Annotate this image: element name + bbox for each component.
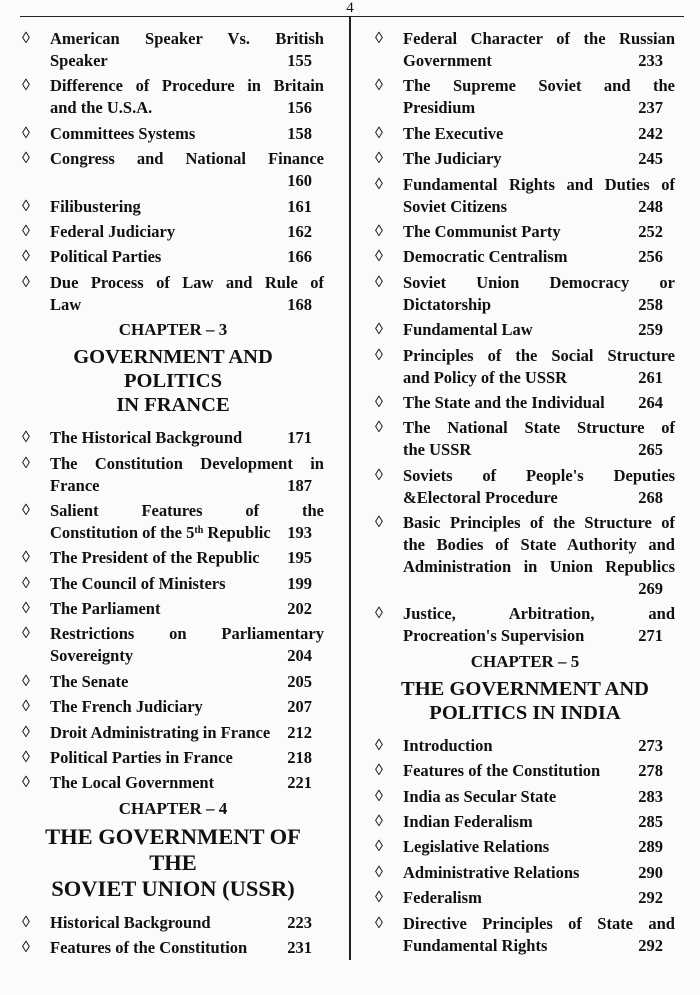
chapter-5-title-line-1: THE GOVERNMENT AND <box>401 677 649 700</box>
toc-entry[interactable] <box>375 603 675 647</box>
toc-entry[interactable] <box>375 28 675 72</box>
toc-entry-line <box>50 573 324 595</box>
toc-entry[interactable] <box>375 417 675 461</box>
toc-entry[interactable] <box>375 174 675 218</box>
toc-entry-title: The Senate <box>50 671 129 691</box>
toc-entry-title: Democratic Centralism <box>403 247 568 267</box>
toc-entry-title: Introduction <box>403 735 493 755</box>
toc-entry[interactable] <box>22 453 324 497</box>
toc-entry-title-line: Salient Features of the <box>50 500 324 520</box>
toc-entry-title-line: Soviets of People's Deputies <box>403 465 675 485</box>
toc-entry[interactable] <box>22 937 324 959</box>
toc-entry-title-line: Difference of Procedure in Britain <box>50 76 324 96</box>
toc-entry-title: The State and the Individual <box>403 392 605 412</box>
toc-page-number: 207 <box>287 697 312 717</box>
toc-entry-title: The French Judiciary <box>50 697 203 717</box>
toc-entry-line <box>50 475 324 497</box>
diamond-bullet-icon: ◊ <box>375 762 383 780</box>
toc-page-number: 268 <box>638 487 663 507</box>
toc-entry-title: Dictatorship <box>403 294 491 314</box>
toc-entry[interactable] <box>375 465 675 509</box>
toc-entry-title: Law <box>50 294 82 314</box>
toc-entry-line <box>50 50 324 72</box>
diamond-bullet-icon: ◊ <box>22 273 30 291</box>
toc-entry[interactable] <box>375 123 675 145</box>
toc-entry-line <box>50 294 324 316</box>
toc-entry-line <box>403 578 675 600</box>
toc-entry[interactable] <box>22 671 324 693</box>
toc-page-number: 158 <box>287 123 312 143</box>
diamond-bullet-icon: ◊ <box>22 549 30 567</box>
toc-entry[interactable] <box>22 772 324 794</box>
toc-page-number: 193 <box>287 522 312 542</box>
toc-list <box>375 28 675 647</box>
page-number: 4 <box>346 0 354 16</box>
toc-entry-line <box>403 735 675 757</box>
toc-entry-title-line: Administration in Union Republics <box>403 557 675 577</box>
toc-entry-line <box>50 912 324 934</box>
diamond-bullet-icon: ◊ <box>22 248 30 266</box>
diamond-bullet-icon: ◊ <box>375 813 383 831</box>
toc-entry-line <box>403 196 675 218</box>
diamond-bullet-icon: ◊ <box>375 175 383 193</box>
diamond-bullet-icon: ◊ <box>375 787 383 805</box>
toc-entry[interactable] <box>375 272 675 316</box>
chapter-3-title-line-1: GOVERNMENT AND POLITICS <box>73 346 273 393</box>
top-rule <box>20 16 684 17</box>
toc-page-number: 248 <box>638 196 663 216</box>
chapter-5-title <box>375 677 675 725</box>
toc-entry-title: Legislative Relations <box>403 837 550 857</box>
diamond-bullet-icon: ◊ <box>22 625 30 643</box>
column-divider <box>349 16 351 960</box>
chapter-4-label: CHAPTER – 4 <box>118 798 228 818</box>
toc-entry[interactable] <box>22 196 324 218</box>
toc-entry-title: Government <box>403 51 492 70</box>
toc-list <box>22 28 324 316</box>
toc-entry[interactable] <box>22 246 324 268</box>
toc-entry-line <box>50 170 324 192</box>
toc-entry-title: The Executive <box>403 123 504 143</box>
toc-entry-title: Droit Administrating in France <box>50 722 271 742</box>
toc-entry[interactable] <box>22 500 324 544</box>
toc-entry-title: Sovereignty <box>50 646 134 666</box>
diamond-bullet-icon: ◊ <box>375 605 383 623</box>
toc-entry-title-line: the Bodies of State Authority and <box>403 535 675 555</box>
toc-page-number: 278 <box>638 761 663 781</box>
toc-entry-line <box>50 221 324 243</box>
toc-entry-line <box>403 786 675 808</box>
toc-page-number: 212 <box>287 722 312 742</box>
toc-entry-line <box>403 50 675 72</box>
toc-entry-title-line: Soviet Union Democracy or <box>403 272 675 292</box>
toc-entry-title: Committees Systems <box>50 123 196 143</box>
toc-entry-line <box>50 937 324 959</box>
toc-entry-line <box>403 367 675 389</box>
toc-entry[interactable] <box>22 547 324 569</box>
toc-entry-line <box>403 760 675 782</box>
toc-page-number: 264 <box>638 392 663 412</box>
toc-entry-line <box>50 427 324 449</box>
diamond-bullet-icon: ◊ <box>22 698 30 716</box>
toc-page-number: 258 <box>638 294 663 314</box>
toc-page-number: 155 <box>287 51 312 70</box>
toc-entry[interactable] <box>375 75 675 119</box>
toc-page-number: 273 <box>638 735 663 755</box>
toc-page-number: 218 <box>287 748 312 768</box>
toc-entry[interactable] <box>375 786 675 808</box>
toc-page-number: 205 <box>287 671 312 691</box>
toc-entry-line <box>50 772 324 794</box>
toc-entry-title: Federalism <box>403 888 482 908</box>
toc-entry-title: The Judiciary <box>403 149 502 169</box>
left-column <box>22 28 324 963</box>
toc-page-number: 168 <box>287 294 312 314</box>
toc-page-number: 195 <box>287 548 312 568</box>
diamond-bullet-icon: ◊ <box>22 30 30 47</box>
diamond-bullet-icon: ◊ <box>22 124 30 142</box>
toc-entry[interactable] <box>22 28 324 72</box>
toc-page-number: 271 <box>638 626 663 646</box>
toc-entry-title: the USSR <box>403 440 472 460</box>
toc-page-number: 160 <box>287 171 312 191</box>
diamond-bullet-icon: ◊ <box>375 838 383 856</box>
toc-page-number: 256 <box>638 247 663 267</box>
toc-page-number: 245 <box>638 149 663 169</box>
toc-entry-line <box>50 246 324 268</box>
diamond-bullet-icon: ◊ <box>375 419 383 437</box>
toc-entry-line <box>50 522 324 544</box>
diamond-bullet-icon: ◊ <box>375 736 383 754</box>
toc-entry-title: The Parliament <box>50 599 161 619</box>
diamond-bullet-icon: ◊ <box>375 222 383 240</box>
toc-entry-line <box>403 319 675 341</box>
diamond-bullet-icon: ◊ <box>22 672 30 690</box>
toc-entry[interactable] <box>375 862 675 884</box>
diamond-bullet-icon: ◊ <box>375 889 383 907</box>
diamond-bullet-icon: ◊ <box>375 77 383 95</box>
toc-entry-line <box>403 811 675 833</box>
toc-entry-line <box>50 196 324 218</box>
toc-entry-line <box>50 97 324 119</box>
toc-entry-line <box>403 97 675 119</box>
diamond-bullet-icon: ◊ <box>22 222 30 240</box>
toc-entry[interactable] <box>22 598 324 620</box>
toc-entry-title: Soviet Citizens <box>403 196 508 216</box>
diamond-bullet-icon: ◊ <box>375 321 383 339</box>
toc-page-number: 202 <box>287 599 312 619</box>
toc-entry-line <box>50 671 324 693</box>
diamond-bullet-icon: ◊ <box>375 914 383 932</box>
toc-list <box>375 735 675 957</box>
toc-entry[interactable] <box>375 392 675 414</box>
toc-entry-title: The Local Government <box>50 773 215 793</box>
chapter-3-title-line-2: IN FRANCE <box>116 394 230 417</box>
diamond-bullet-icon: ◊ <box>22 77 30 95</box>
chapter-5-label: CHAPTER – 5 <box>470 651 580 671</box>
toc-page-number: 261 <box>638 367 663 387</box>
diamond-bullet-icon: ◊ <box>375 514 383 532</box>
diamond-bullet-icon: ◊ <box>22 454 30 472</box>
toc-page-number: 156 <box>287 98 312 118</box>
toc-page-number: 233 <box>638 51 663 70</box>
toc-entry-line <box>403 887 675 909</box>
chapter-4-title <box>22 824 324 902</box>
toc-page-number: 259 <box>638 320 663 340</box>
chapter-3-label: CHAPTER – 3 <box>118 320 228 340</box>
toc-entry[interactable] <box>375 913 675 957</box>
toc-entry[interactable] <box>375 836 675 858</box>
toc-entry-title: The Communist Party <box>403 221 561 241</box>
toc-page-number: 231 <box>287 938 312 958</box>
toc-entry[interactable] <box>22 148 324 192</box>
toc-entry[interactable] <box>22 722 324 744</box>
toc-entry-line <box>50 598 324 620</box>
toc-entry-line <box>403 123 675 145</box>
toc-entry[interactable] <box>375 887 675 909</box>
toc-page-number: 252 <box>638 221 663 241</box>
toc-entry-title: Filibustering <box>50 196 141 216</box>
toc-page-number: 242 <box>638 123 663 143</box>
toc-page-number: 187 <box>287 475 312 495</box>
toc-page-number: 269 <box>638 579 663 599</box>
toc-entry-title: Features of the Constitution <box>50 938 248 958</box>
toc-page-number: 162 <box>287 221 312 241</box>
chapter-3-title <box>22 345 324 417</box>
chapter-4-title-line-2: SOVIET UNION (USSR) <box>51 875 295 901</box>
toc-entry[interactable] <box>22 912 324 934</box>
diamond-bullet-icon: ◊ <box>375 393 383 411</box>
toc-entry-line <box>50 645 324 667</box>
toc-entry-line <box>403 148 675 170</box>
toc-entry-title: Administrative Relations <box>403 862 580 882</box>
toc-entry-line <box>403 294 675 316</box>
toc-entry[interactable] <box>375 760 675 782</box>
toc-entry-title-line: Directive Principles of State and <box>403 913 675 933</box>
toc-page-number: 161 <box>287 196 312 216</box>
toc-entry-title-line: Principles of the Social Structure <box>403 345 675 365</box>
diamond-bullet-icon: ◊ <box>22 501 30 519</box>
diamond-bullet-icon: ◊ <box>22 574 30 592</box>
toc-entry-line <box>403 935 675 957</box>
toc-entry-title: Political Parties in France <box>50 748 233 768</box>
toc-entry-line <box>403 487 675 509</box>
diamond-bullet-icon: ◊ <box>22 429 30 447</box>
toc-entry-title: Federal Judiciary <box>50 221 176 241</box>
diamond-bullet-icon: ◊ <box>375 248 383 266</box>
toc-entry-title: Historical Background <box>50 912 211 932</box>
toc-entry-title-line: Federal Character of the Russian <box>403 29 675 48</box>
toc-entry-title: Fundamental Law <box>403 320 533 340</box>
diamond-bullet-icon: ◊ <box>22 150 30 168</box>
diamond-bullet-icon: ◊ <box>375 863 383 881</box>
toc-entry-title-line: Justice, Arbitration, and <box>403 604 675 624</box>
toc-entry[interactable] <box>375 246 675 268</box>
toc-entry-title-line: Restrictions on Parliamentary <box>50 624 324 644</box>
toc-entry-title: Features of the Constitution <box>403 761 601 781</box>
toc-entry-line <box>50 722 324 744</box>
diamond-bullet-icon: ◊ <box>22 600 30 618</box>
toc-entry-line <box>403 625 675 647</box>
toc-list <box>22 912 324 959</box>
toc-entry-line <box>50 696 324 718</box>
diamond-bullet-icon: ◊ <box>375 346 383 364</box>
toc-entry[interactable] <box>22 696 324 718</box>
toc-entry[interactable] <box>375 221 675 243</box>
toc-entry-title: Speaker <box>50 51 108 70</box>
toc-page-number: 292 <box>638 935 663 955</box>
diamond-bullet-icon: ◊ <box>375 150 383 168</box>
diamond-bullet-icon: ◊ <box>22 913 30 931</box>
diamond-bullet-icon: ◊ <box>22 939 30 957</box>
toc-entry[interactable] <box>22 427 324 449</box>
toc-page-number: 292 <box>638 888 663 908</box>
toc-entry-title: and Policy of the USSR <box>403 367 568 387</box>
toc-page-number: 166 <box>287 247 312 267</box>
toc-page-number: 204 <box>287 646 312 666</box>
toc-entry[interactable] <box>375 319 675 341</box>
toc-entry-title: The President of the Republic <box>50 548 260 568</box>
toc-entry-title: Fundamental Rights <box>403 935 548 955</box>
toc-entry[interactable] <box>375 345 675 389</box>
toc-entry-title: and the U.S.A. <box>50 98 153 118</box>
toc-list <box>22 427 324 794</box>
toc-entry-line <box>403 392 675 414</box>
diamond-bullet-icon: ◊ <box>375 124 383 142</box>
toc-page-number: 265 <box>638 440 663 460</box>
toc-entry-title-line: The National State Structure of <box>403 418 675 438</box>
toc-entry-line <box>403 221 675 243</box>
toc-page-number: 237 <box>638 98 663 118</box>
toc-entry-title: Presidium <box>403 98 476 118</box>
toc-page-number: 289 <box>638 837 663 857</box>
toc-entry[interactable] <box>22 623 324 667</box>
toc-entry-line <box>403 862 675 884</box>
diamond-bullet-icon: ◊ <box>375 30 383 47</box>
toc-page-number: 221 <box>287 773 312 793</box>
toc-entry[interactable] <box>22 123 324 145</box>
diamond-bullet-icon: ◊ <box>375 273 383 291</box>
toc-entry[interactable] <box>22 221 324 243</box>
toc-entry-title: &Electoral Procedure <box>403 487 558 507</box>
diamond-bullet-icon: ◊ <box>22 723 30 741</box>
toc-page-number: 290 <box>638 862 663 882</box>
toc-entry[interactable] <box>22 573 324 595</box>
toc-entry[interactable] <box>22 272 324 316</box>
toc-entry-title-line: The Constitution Development in <box>50 453 324 473</box>
toc-entry[interactable] <box>375 811 675 833</box>
diamond-bullet-icon: ◊ <box>375 466 383 484</box>
toc-entry[interactable] <box>375 148 675 170</box>
chapter-5-title-line-2: POLITICS IN INDIA <box>429 701 621 724</box>
toc-entry-title: Constitution of the 5th Republic <box>50 522 271 542</box>
toc-page-number: 199 <box>287 573 312 593</box>
toc-entry-title: France <box>50 475 100 495</box>
toc-entry-title: India as Secular State <box>403 786 557 806</box>
toc-entry-title: The Council of Ministers <box>50 573 226 593</box>
right-column <box>375 28 675 960</box>
toc-entry-title-line: Due Process of Law and Rule of <box>50 272 324 292</box>
toc-entry-title: Political Parties <box>50 247 162 267</box>
toc-entry-title: Procreation's Supervision <box>403 626 585 646</box>
toc-entry-line <box>403 246 675 268</box>
toc-entry-line <box>50 747 324 769</box>
chapter-4-title-line-1: THE GOVERNMENT OF THE <box>45 823 301 875</box>
toc-entry-title-line: Fundamental Rights and Duties of <box>403 174 675 194</box>
toc-entry[interactable] <box>375 512 675 600</box>
diamond-bullet-icon: ◊ <box>22 197 30 215</box>
toc-entry[interactable] <box>22 75 324 119</box>
toc-entry-title-line: American Speaker Vs. British <box>50 29 324 48</box>
toc-page-number: 285 <box>638 812 663 832</box>
toc-entry-title: Indian Federalism <box>403 812 533 832</box>
toc-entry-line <box>50 123 324 145</box>
toc-page-number: 171 <box>287 428 312 448</box>
toc-page-number: 283 <box>638 786 663 806</box>
diamond-bullet-icon: ◊ <box>22 774 30 792</box>
toc-entry-title-line: The Supreme Soviet and the <box>403 76 675 96</box>
toc-entry[interactable] <box>22 747 324 769</box>
toc-entry-title: The Historical Background <box>50 428 243 448</box>
toc-entry-line <box>403 836 675 858</box>
diamond-bullet-icon: ◊ <box>22 749 30 767</box>
toc-entry-line <box>50 547 324 569</box>
toc-page-number: 223 <box>287 912 312 932</box>
toc-entry-line <box>403 439 675 461</box>
toc-entry[interactable] <box>375 735 675 757</box>
toc-entry-title-line: Congress and National Finance <box>50 149 324 169</box>
toc-entry-title-line: Basic Principles of the Structure of <box>403 513 675 533</box>
